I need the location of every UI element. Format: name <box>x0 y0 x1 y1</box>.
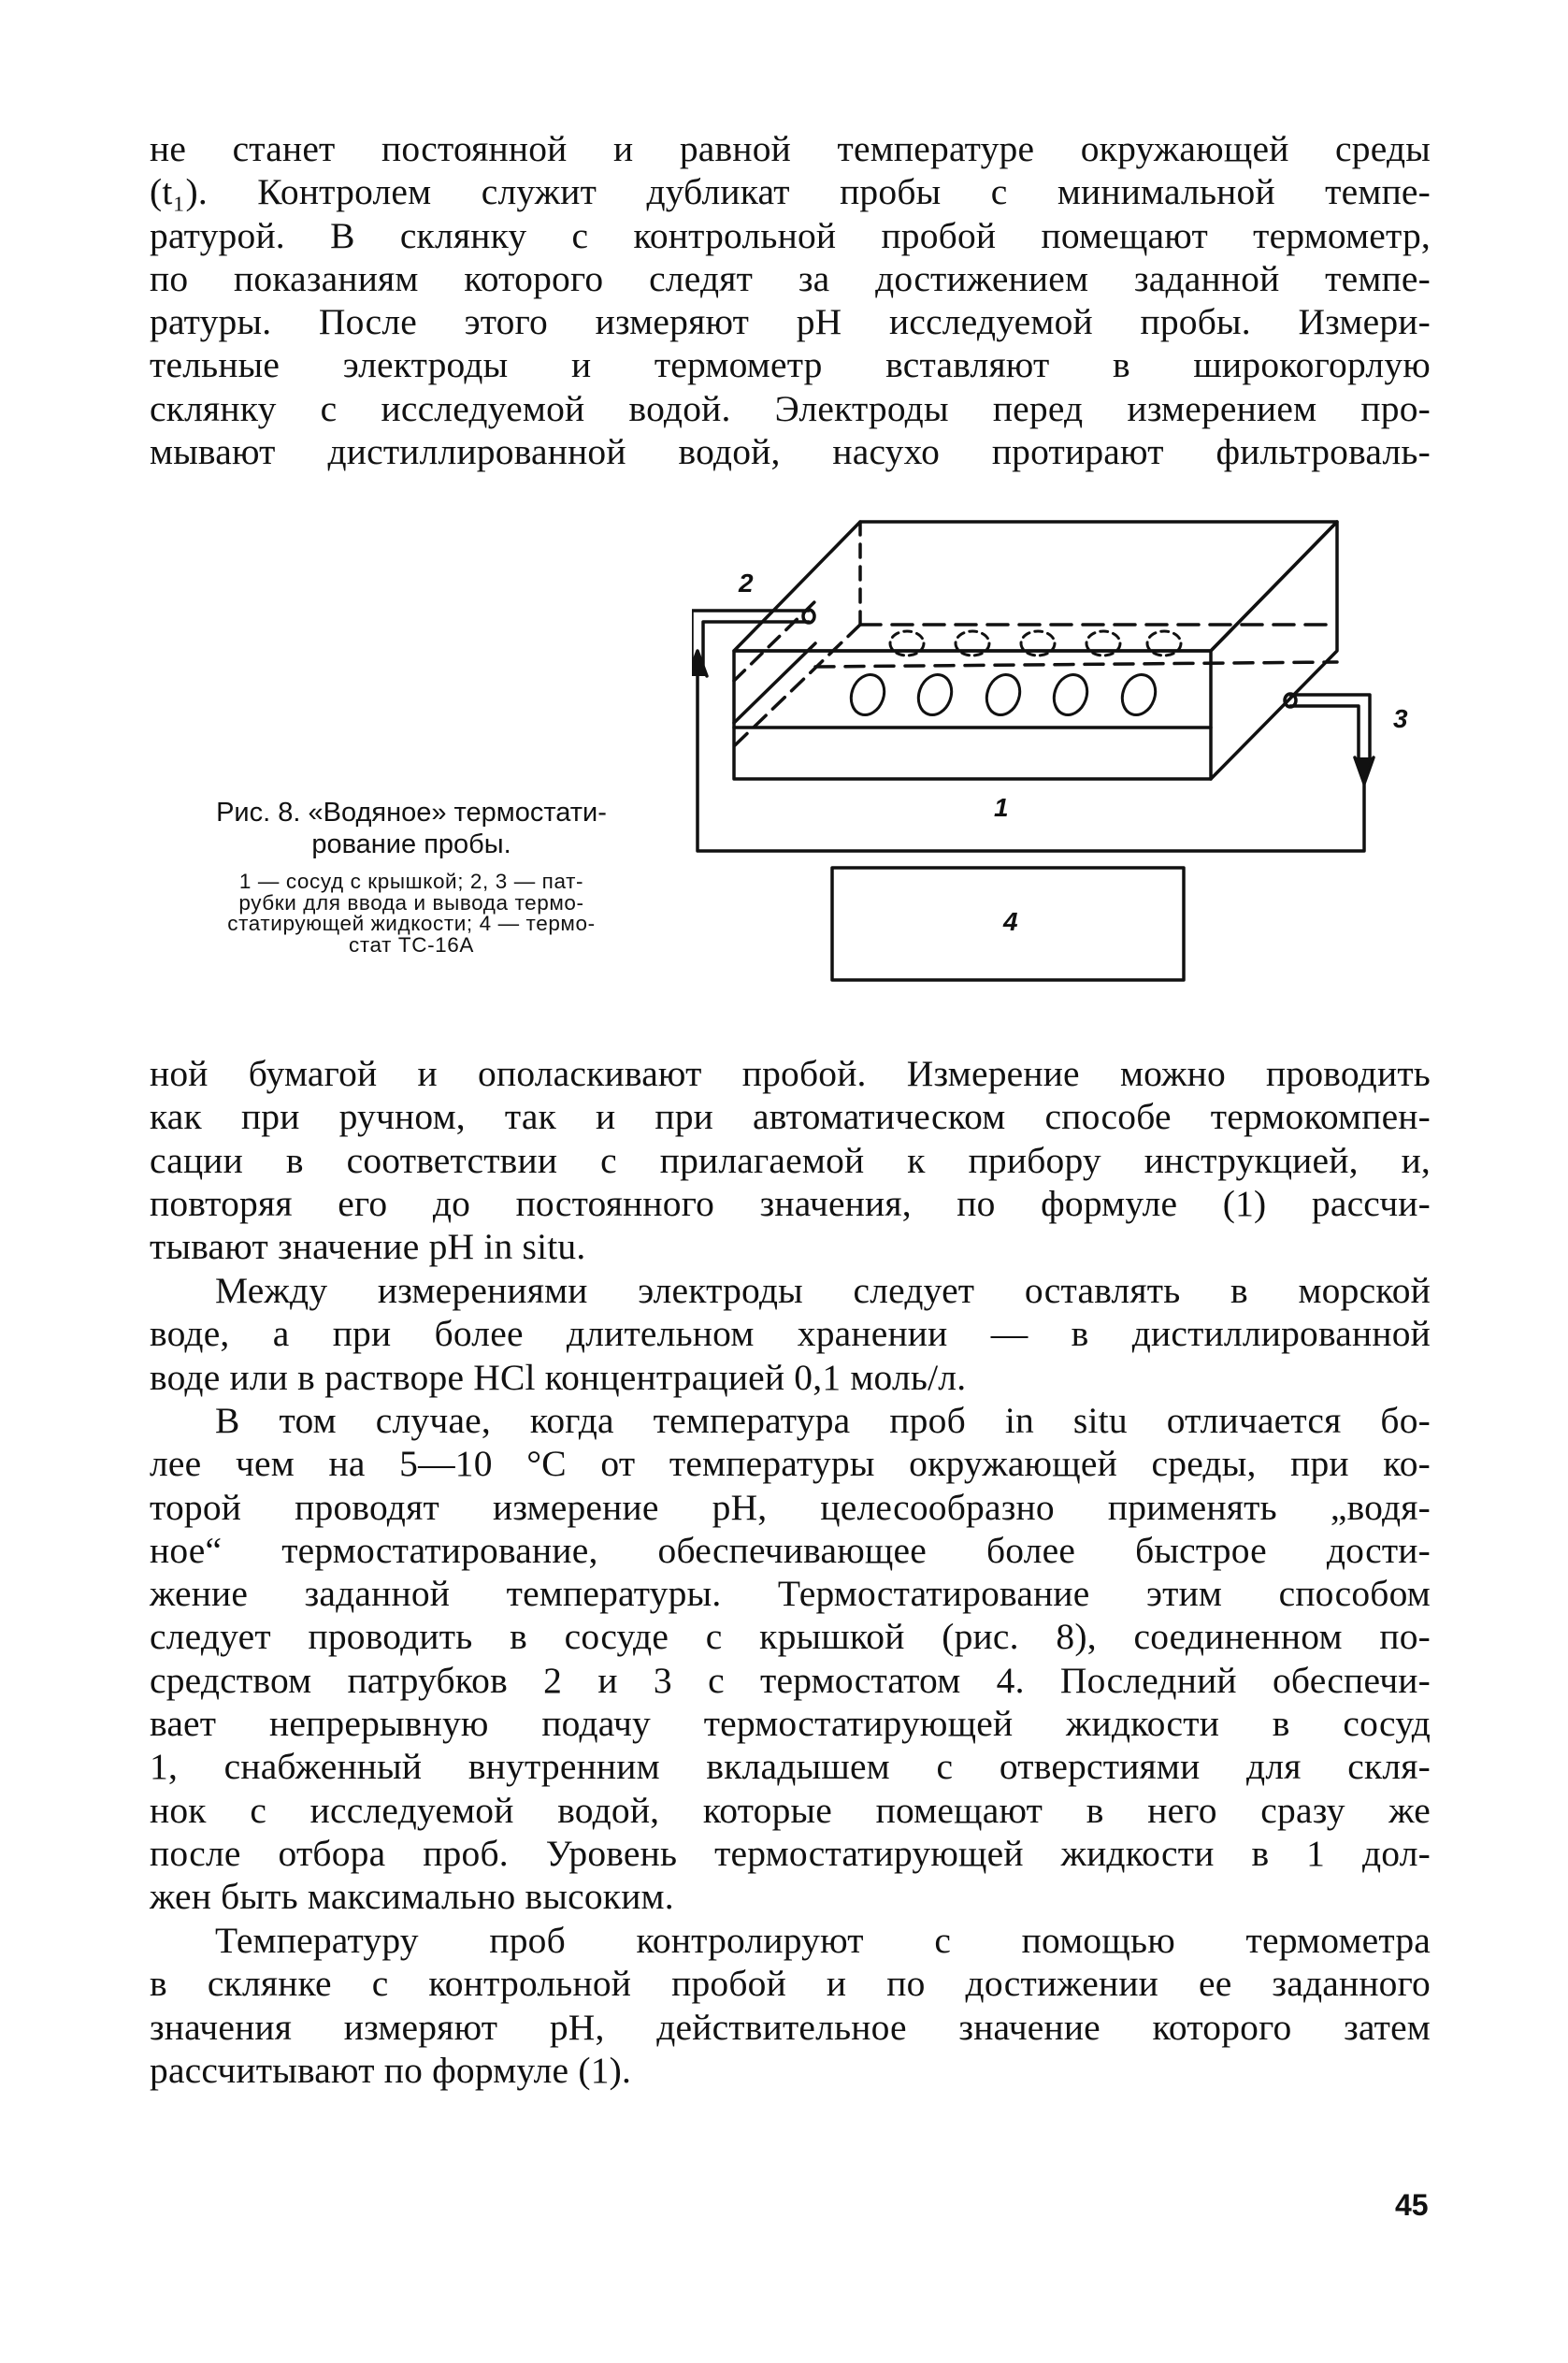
text-line: (t₁). Контролем служит дубликат пробы с минимальной темпе- <box>150 171 1431 213</box>
text-line: не станет постоянной и равной температуре окружающей среды <box>150 128 1431 169</box>
text-line: повторяя его до постоянного значения, по формуле (1) рассчи- <box>150 1182 1431 1224</box>
label-thermostat: 4 <box>1003 907 1018 936</box>
text-line: как при ручном, так и при автоматическом способе термокомпен- <box>150 1096 1431 1138</box>
insert-diagonal <box>734 643 815 723</box>
text-line: лее чем на 5—10 °С от температуры окружающей среды, при ко- <box>150 1443 1431 1485</box>
paragraph-4 <box>150 1399 1431 1919</box>
text-line: склянку с исследуемой водой. Электроды перед измерением про- <box>150 387 1431 429</box>
text-line: торой проводят измерение pH, целесообразно применять „водя- <box>150 1486 1431 1528</box>
label-inlet: 2 <box>739 569 754 598</box>
outlet-arrow <box>1355 757 1374 784</box>
text-line: по показаниям которого следят за достижением заданной темпе- <box>150 257 1431 299</box>
caption-legend-line: стат ТС-16А <box>349 932 474 957</box>
text-line: воде, а при более длительном хранении — в дистиллированной <box>150 1313 1431 1355</box>
caption-title <box>150 797 673 860</box>
caption-legend <box>150 872 673 956</box>
thermostat-diagram <box>692 512 1459 989</box>
text-line: ратуры. После этого измеряют pH исследуемой пробы. Измери- <box>150 301 1431 343</box>
figure-caption <box>150 797 673 956</box>
page-number: 45 <box>1395 2188 1429 2222</box>
text-line: тывают значение pH in situ. <box>150 1226 586 1268</box>
text-line: нок с исследуемой водой, которые помещают в него сразу же <box>150 1789 1431 1831</box>
text-line: жение заданной температуры. Термостатирование этим способом <box>150 1573 1431 1615</box>
text-line: средством патрубков 2 и 3 с термостатом 4. Последний обеспечи- <box>150 1659 1431 1701</box>
text-line: воде или в растворе HCl концентрацией 0,1 моль/л. <box>150 1356 967 1398</box>
circulation-line <box>698 671 1364 851</box>
paragraph-2 <box>150 1052 1431 1268</box>
vessel-side <box>1211 522 1337 779</box>
outlet-pipe <box>1290 706 1359 760</box>
text-line: сации в соответствии с прилагаемой к прибору инструкцией, и, <box>150 1139 1431 1181</box>
text-line: ное“ термостатирование, обеспечивающее более быстрое дости- <box>150 1529 1431 1571</box>
inlet-pipe <box>692 611 809 667</box>
text-line: Между измерениями электроды следует оставлять в морской <box>215 1270 1431 1311</box>
text-line: Температуру проб контролируют с помощью термометра <box>215 1920 1431 1961</box>
text-line: В том случае, когда температура проб in situ отличается бо- <box>215 1400 1431 1441</box>
text-line: ной бумагой и ополаскивают пробой. Измерение можно проводить <box>150 1053 1431 1094</box>
text-line: значения измеряют pH, действительное значение которого затем <box>150 2006 1431 2048</box>
label-vessel: 1 <box>994 793 1009 822</box>
front-holes <box>846 670 1161 720</box>
text-line: вает непрерывную подачу термостатирующей жидкости в сосуд <box>150 1703 1431 1745</box>
caption-legend-line: 1 — сосуд с крышкой; 2, 3 — пат- <box>238 870 584 893</box>
text-line: рассчитывают по формуле (1). <box>150 2049 632 2091</box>
paragraph-5 <box>150 1919 1431 2092</box>
thermostat-figure <box>692 512 1459 989</box>
label-outlet: 3 <box>1393 704 1408 733</box>
paragraph-3 <box>150 1269 1431 1399</box>
text-line: в склянке с контрольной пробой и по достижении ее заданного <box>150 1963 1431 2005</box>
paragraph-1 <box>150 127 1431 473</box>
text-line: ратурой. В склянку с контрольной пробой помещают термометр, <box>150 214 1431 256</box>
text-line: мывают дистиллированной водой, насухо протирают фильтроваль- <box>150 431 1431 473</box>
text-line: жен быть максимально высоким. <box>150 1876 674 1918</box>
text-line: после отбора проб. Уровень термостатирующей жидкости в 1 дол- <box>150 1832 1431 1874</box>
caption-legend-line: статирующей жидкости; 4 — термо- <box>227 912 596 935</box>
text-line: следует проводить в сосуде с крышкой (рис. 8), соединенном по- <box>150 1616 1431 1658</box>
caption-title-line: Рис. 8. «Водяное» термостати- <box>216 798 607 828</box>
liquid-level <box>815 662 1337 667</box>
text-line: 1, снабженный внутренним вкладышем с отверстиями для скля- <box>150 1746 1431 1788</box>
caption-title-line: рование пробы. <box>311 829 511 859</box>
caption-legend-line: рубки для ввода и вывода термо- <box>238 890 584 915</box>
text-line: тельные электроды и термометр вставляют в широкогорлую <box>150 344 1431 386</box>
